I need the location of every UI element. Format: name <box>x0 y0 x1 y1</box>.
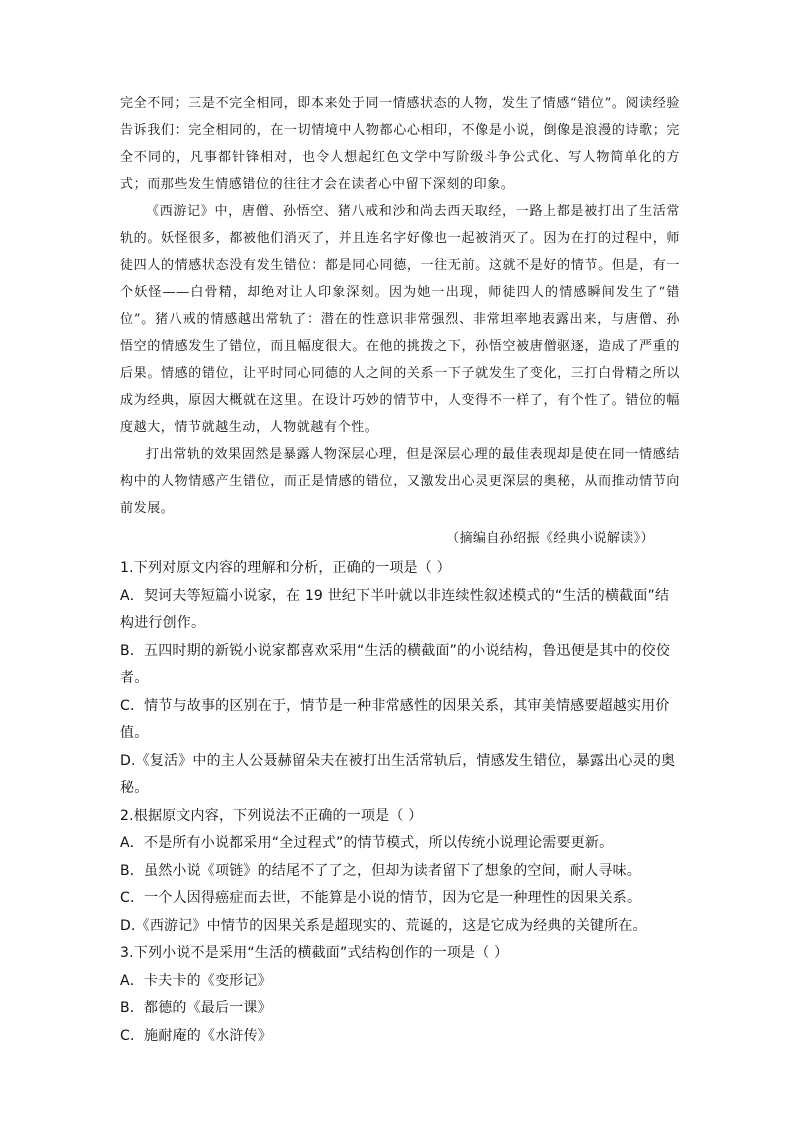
question-2-option-d: D.《西游记》中情节的因果关系是超现实的、荒诞的，这是它成为经典的关键所在。 <box>120 917 647 934</box>
passage-paragraph-3: 打出常轨的效果固然是暴露人物深层心理，但是深层心理的最佳表现却是使在同一情感结构中的人物情感产生错位，而正是情感的错位，又激发出心灵更深层的奥秘，从而推动情节向前发展。 <box>120 447 680 516</box>
question-list <box>120 555 680 1050</box>
reading-passage <box>120 90 680 522</box>
question-1-option-d: D.《复活》中的主人公聂赫留朵夫在被打出生活常轨后，情感发生错位，暴露出心灵的奥秘。 <box>120 752 676 796</box>
question-3-option-a: A．卡夫卡的《变形记》 <box>120 972 272 989</box>
question-2-stem: 2.根据原文内容，下列说法不正确的一项是（ ） <box>120 807 423 824</box>
question-2-option-c: C．一个人因得癌症而去世，不能算是小说的情节，因为它是一种理性的因果关系。 <box>120 890 642 906</box>
question-1-option-a: A．契诃夫等短篇小说家，在 19 世纪下半叶就以非连续性叙述模式的“生活的横截面”结构进行创作。 <box>120 587 670 631</box>
question-2-option-a: A．不是所有小说都采用“全过程式”的情节模式，所以传统小说理论需要更新。 <box>120 835 614 851</box>
question-1-stem: 1.下列对原文内容的理解和分析，正确的一项是（ ） <box>120 560 451 576</box>
question-1-option-b: B．五四时期的新锐小说家都喜欢采用“生活的横截面”的小说结构，鲁迅便是其中的佼佼者。 <box>120 642 671 686</box>
question-3-stem: 3.下列小说不是采用“生活的横截面”式结构创作的一项是（ ） <box>120 945 509 961</box>
question-1-option-c: C．情节与故事的区别在于，情节是一种非常感性的因果关系，其审美情感要超越实用价值。 <box>120 697 670 741</box>
passage-source: （摘编自孙绍振《经典小说解读》） <box>446 531 654 546</box>
question-2-option-b: B．虽然小说《项链》的结尾不了了之，但却为读者留下了想象的空间，耐人寻味。 <box>120 862 642 879</box>
passage-paragraph-1: 完全不同；三是不完全相同，即本来处于同一情感状态的人物，发生了情感“错位”。阅读经验告诉我们：完全相同的，在一切情境中人物都心心相印，不像是小说，倒像是浪漫的诗歌；完全不同的，凡事都针锋相对，也令人想起红色文学中写阶级斗争公式化、写人物简单化的方式；而那些发生情感错位的往往才会在读者心中留下深刻的印象。 <box>120 96 680 192</box>
question-3-option-b: B．都德的《最后一课》 <box>120 1000 272 1016</box>
question-3-option-c: C．施耐庵的《水浒传》 <box>120 1027 272 1044</box>
passage-paragraph-2: 《西游记》中，唐僧、孙悟空、猪八戒和沙和尚去西天取经，一路上都是被打出了生活常轨的。妖怪很多，都被他们消灭了，并且连名字好像也一起被消灭了。因为在打的过程中，师徒四人的情感状态没有发生错位：都是同心同德，一往无前。这就不是好的情节。但是，有一个妖怪——白骨精，却绝对让人印象深刻。因为她一出现，师徒四人的情感瞬间发生了“错位”。猪八戒的情感越出常轨了：潜在的性意识非常强烈、非常坦率地表露出来，与唐僧、孙悟空的情感发生了错位，而且幅度很大。在他的挑拨之下，孙悟空被唐僧驱逐，造成了严重的后果。情感的错位，让平时同心同德的人之间的关系一下子就发生了变化，三打白骨精之所以成为经典，原因大概就在这里。在设计巧妙的情节中，人变得不一样了，有个性了。错位的幅度越大，情节就越生动，人物就越有个性。 <box>120 204 680 435</box>
